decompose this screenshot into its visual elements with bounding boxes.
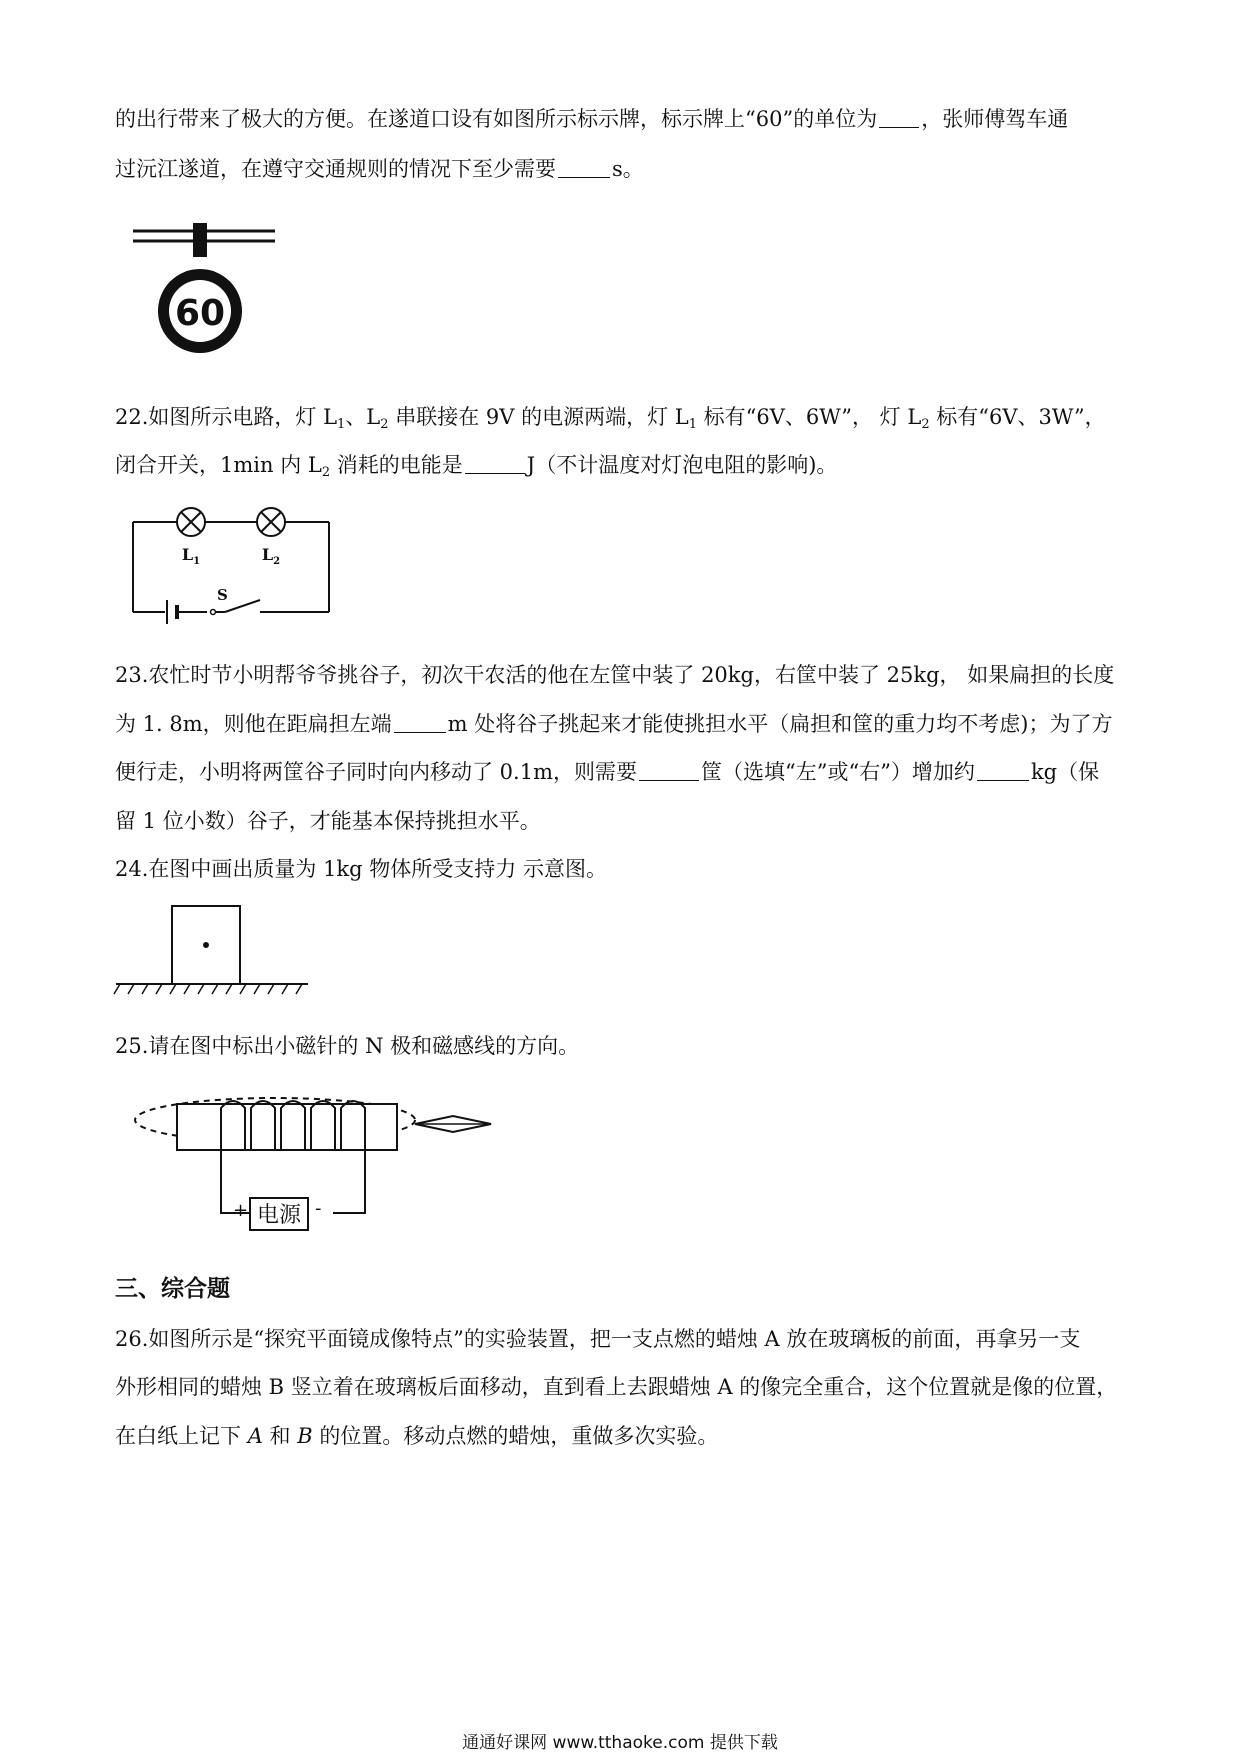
answer-blank	[465, 455, 525, 474]
sign-value: 60	[174, 293, 226, 334]
lamp1-label: L	[181, 545, 194, 564]
power-source-label: 电源	[256, 1203, 302, 1228]
svg-text:L2	[262, 545, 280, 567]
answer-blank	[879, 109, 919, 128]
speed-limit-sign-figure	[125, 215, 285, 365]
plus-label: +	[233, 1200, 249, 1221]
q22-line-1: 22.如图所示电路，灯 $L_1$、$L_2$ 串联接在 9V 的电源两端，灯 $L_1$ 标有“6V、6W”， 灯 $L_2$ 标有“6V、3W”，	[115, 405, 1106, 432]
page-footer: 通通好课网 www.tthaoke.com 提供下载	[462, 1733, 778, 1753]
minus-label: -	[315, 1198, 322, 1219]
lamp1-sub: 1	[193, 556, 201, 567]
q26-line-2: 外形相同的蜡烛 B 竖立着在玻璃板后面移动，直到看上去跟蜡烛 A 的像完全重合，这个位置就是像的位置，	[115, 1375, 1118, 1399]
q21-line-2: 过沅江遂道，在遵守交通规则的情况下至少需要 s。	[115, 157, 644, 181]
q23-line-1: 23.农忙时节小明帮爷爷挑谷子，初次干农活的他在左筐中装了 20kg，右筐中装了 25kg， 如果扁担的长度	[115, 663, 1115, 687]
circuit-diagram	[125, 500, 345, 630]
lamp2-sub: 2	[273, 556, 281, 567]
q23-line-4: 留 1 位小数）谷子，才能基本保持挑担水平。	[115, 809, 541, 833]
section-heading: 三、综合题	[115, 1276, 230, 1302]
q21-line-1: 的出行带来了极大的方便。在遂道口设有如图所示标示牌，标示牌上“60”的单位为 ，张师傅驾车通	[115, 107, 1069, 131]
lamp2-label: L	[261, 545, 274, 564]
answer-blank	[394, 714, 446, 733]
q24-line-1: 24.在图中画出质量为 1kg 物体所受支持力 示意图。	[115, 857, 607, 881]
answer-blank	[977, 762, 1029, 781]
answer-blank	[639, 762, 699, 781]
q23-line-3: 便行走，小明将两筐谷子同时向内移动了 0.1m，则需要 筐（选填“左”或“右”）增加约 kg（保	[115, 760, 1100, 784]
switch-label: S	[217, 586, 228, 604]
q26-line-3: 在白纸上记下 A 和 B 的位置。移动点燃的蜡烛，重做多次实验。	[115, 1424, 719, 1448]
q26-line-1: 26.如图所示是“探究平面镜成像特点”的实验装置，把一支点燃的蜡烛 A 放在玻璃板的前面，再拿另一支	[115, 1327, 1081, 1351]
svg-text:L1	[182, 545, 200, 567]
q22-line-2: 闭合开关，1min 内 $L_2$ 消耗的电能是 J（不计温度对灯泡电阻的影响)。	[115, 453, 838, 480]
q25-line-1: 25.请在图中标出小磁针的 N 极和磁感线的方向。	[115, 1034, 580, 1058]
answer-blank	[558, 159, 610, 178]
q23-line-2: 为 1. 8m，则他在距扁担左端 m 处将谷子挑起来才能使挑担水平（扁担和筐的重力均不考虑)；为了方	[115, 712, 1113, 736]
block-on-ground-figure	[112, 900, 312, 1000]
solenoid-magnet-figure	[135, 1088, 495, 1238]
